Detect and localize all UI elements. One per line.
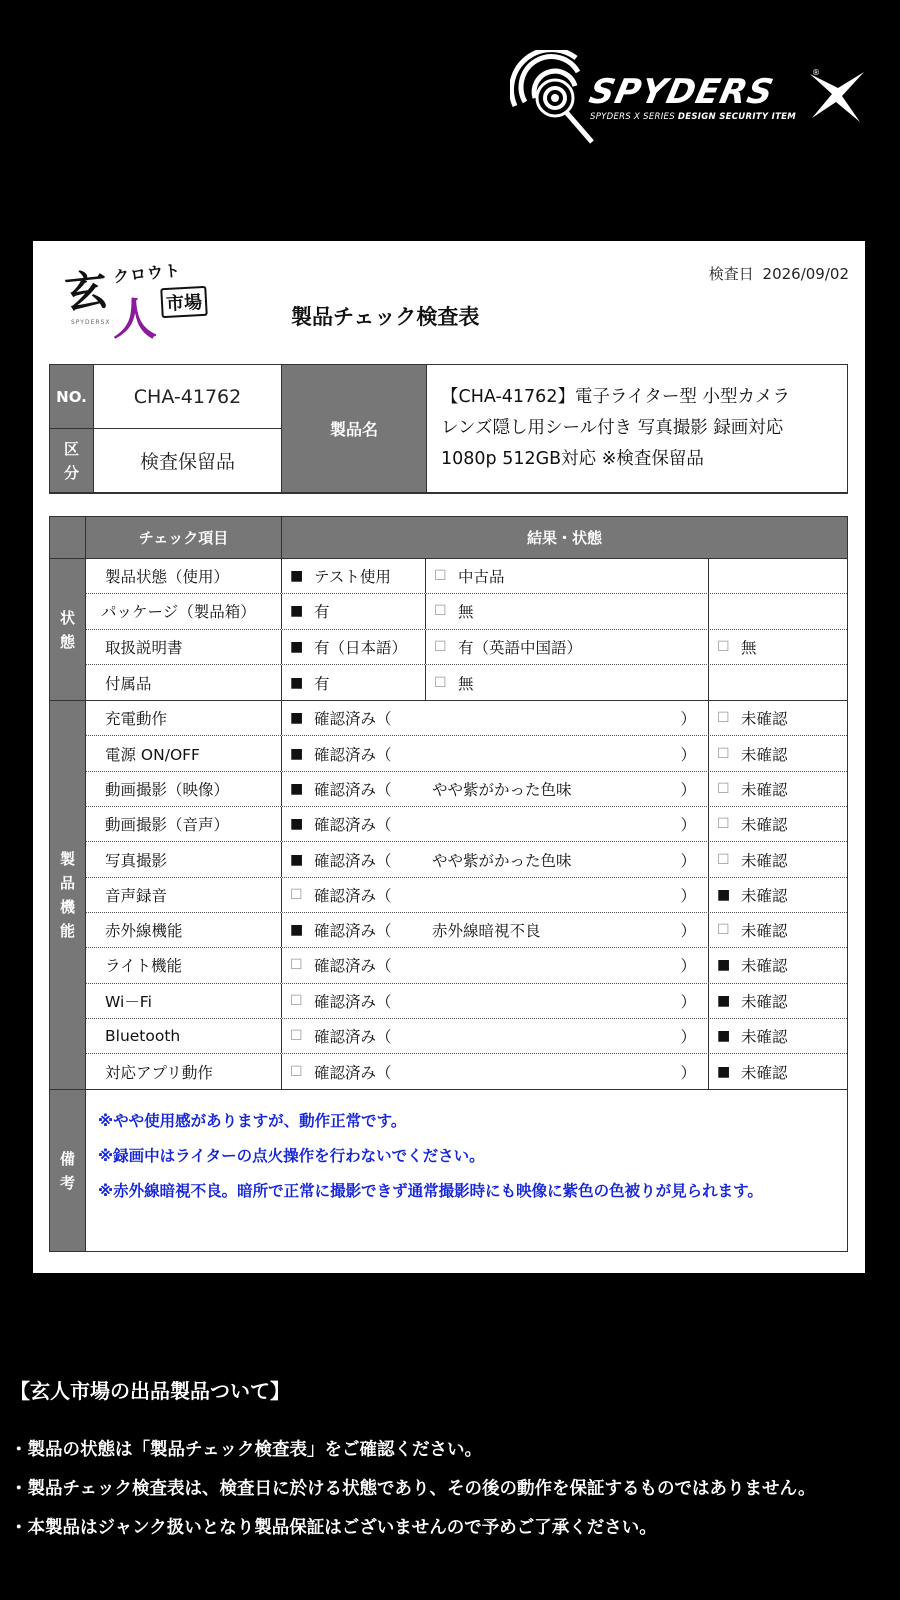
unconfirmed-cell [709, 1054, 847, 1089]
option-label: 有（日本語） [314, 638, 408, 657]
unconfirmed-cell [709, 842, 847, 876]
unconfirmed-cell [709, 948, 847, 982]
logo-gen: 玄 [62, 264, 110, 319]
header-spacer [50, 517, 86, 559]
option-cell-c [709, 594, 847, 628]
sheet-title: 製品チェック検査表 [291, 305, 480, 329]
confirmed-label: 確認済み（ [314, 957, 392, 976]
unconfirmed-cell [709, 913, 847, 947]
logo-kuroto: クロウト [112, 260, 182, 287]
option-label: テスト使用 [314, 568, 391, 587]
confirmed-cell [282, 948, 709, 982]
check-item-cell [86, 913, 282, 947]
unconfirmed-cell [709, 772, 847, 806]
unconfirmed-cell [709, 736, 847, 770]
kubun-label-2: 分 [63, 463, 79, 482]
function-row [86, 807, 847, 842]
confirmed-cell [282, 807, 709, 841]
function-row [86, 1019, 847, 1054]
check-item-label: 音声録音 [105, 886, 168, 905]
option-label: 有（英語中国語） [458, 638, 583, 657]
check-item-label: 付属品 [105, 674, 152, 693]
inspection-sheet [33, 241, 865, 1273]
confirmed-label: 確認済み（ [314, 922, 392, 941]
product-name-line-2: レンズ隠し用シール付き 写真撮影 録画対応 [441, 418, 784, 438]
option-cell-a [282, 665, 426, 700]
checked-box-icon: ■ [290, 745, 304, 762]
option-cell-b [426, 630, 709, 664]
unconfirmed-cell [709, 878, 847, 912]
unconfirmed-label: 未確認 [741, 1028, 788, 1046]
kubun-value: 検査保留品 [94, 429, 282, 493]
close-paren: ） [680, 992, 696, 1011]
function-row [86, 948, 847, 983]
close-paren: ） [680, 922, 696, 941]
confirmed-label: 確認済み（ [314, 886, 392, 905]
unconfirmed-label: 未確認 [741, 710, 788, 729]
note-line: ※録画中はライターの点火操作を行わないでください。 [98, 1147, 485, 1166]
status-section [50, 559, 847, 701]
check-item-cell [86, 559, 282, 593]
function-row [86, 984, 847, 1019]
brand-tagline-series: SPYDERS X SERIES [590, 112, 675, 122]
product-name-line-3: 1080p 512GB対応 ※検査保留品 [441, 449, 704, 469]
unchecked-box-icon: ☐ [290, 992, 303, 1009]
close-paren: ） [680, 886, 696, 905]
confirmed-cell [282, 736, 709, 770]
notes-section-label [50, 1090, 86, 1251]
unconfirmed-label: 未確認 [741, 780, 788, 799]
brand-x-icon [806, 66, 866, 126]
status-row [86, 594, 847, 629]
check-table-header [50, 517, 847, 559]
option-label: 中古品 [458, 568, 505, 587]
note-line: ※赤外線暗視不良。暗所で正常に撮影できず通常撮影時にも映像に紫色の色被りが見られます。 [98, 1182, 763, 1201]
unchecked-box-icon: ☐ [434, 638, 447, 655]
check-item-label: 充電動作 [105, 710, 168, 729]
checked-box-icon: ■ [717, 1063, 731, 1080]
check-item-cell [86, 1019, 282, 1053]
option-cell-b [426, 665, 709, 700]
function-row [86, 772, 847, 807]
footer-item: ・製品チェック検査表は、検査日に於ける状態であり、その後の動作を保証するものではありません。 [10, 1479, 816, 1499]
product-name-cell [427, 365, 847, 493]
footer-list [10, 1431, 816, 1548]
kubun-label-1: 区 [63, 439, 79, 458]
unchecked-box-icon: ☐ [717, 745, 730, 762]
logo-tag: SPYDERSX [71, 319, 111, 326]
footer-info [10, 1375, 816, 1548]
confirmed-label: 確認済み（ [314, 780, 392, 799]
confirmed-cell [282, 878, 709, 912]
status-rows [86, 559, 847, 700]
close-paren: ） [680, 957, 696, 976]
status-row [86, 559, 847, 594]
option-cell-b [426, 559, 709, 593]
option-label: 無 [741, 638, 757, 657]
check-item-label: ライト機能 [105, 957, 183, 976]
confirmed-label: 確認済み（ [314, 851, 392, 870]
check-item-cell [86, 701, 282, 735]
footer-heading: 【玄人市場の出品製品ついて】 [10, 1379, 290, 1403]
check-item-label: 写真撮影 [105, 851, 168, 870]
close-paren: ） [680, 780, 696, 799]
unchecked-box-icon: ☐ [290, 1028, 303, 1044]
confirmed-label: 確認済み（ [314, 710, 392, 729]
confirmed-cell [282, 984, 709, 1018]
checked-box-icon: ■ [717, 886, 731, 903]
unconfirmed-label: 未確認 [741, 886, 788, 905]
unchecked-box-icon: ☐ [717, 851, 730, 868]
unconfirmed-label: 未確認 [741, 957, 788, 976]
function-label-char-3: 機 [59, 898, 75, 917]
unconfirmed-label: 未確認 [741, 922, 788, 941]
logo-ichiba: 市場 [160, 286, 208, 318]
check-item-cell [86, 630, 282, 664]
check-item-label: 製品状態（使用） [105, 568, 230, 587]
confirmed-note: やや紫がかった色味 [432, 851, 572, 870]
unchecked-box-icon: ☐ [717, 710, 730, 727]
function-rows [86, 701, 847, 1089]
check-item-cell [86, 948, 282, 982]
function-row [86, 1054, 847, 1089]
no-label: NO. [50, 365, 94, 429]
unchecked-box-icon: ☐ [434, 568, 447, 585]
status-row [86, 665, 847, 700]
product-name-line-1: 【CHA-41762】電子ライター型 小型カメラ [441, 387, 790, 407]
check-item-label: 対応アプリ動作 [105, 1063, 213, 1082]
status-label-char-1: 状 [59, 608, 75, 627]
product-name-label: 製品名 [282, 365, 427, 493]
close-paren: ） [680, 816, 696, 835]
spyders-emblem-icon [510, 50, 600, 150]
spyders-logo [510, 50, 870, 150]
check-item-cell [86, 772, 282, 806]
check-item-cell [86, 736, 282, 770]
function-row [86, 701, 847, 736]
check-item-label: 電源 ON/OFF [105, 745, 200, 764]
status-label-char-2: 態 [59, 632, 75, 651]
unchecked-box-icon: ☐ [434, 674, 447, 691]
unconfirmed-label: 未確認 [741, 1063, 788, 1082]
checked-box-icon: ■ [290, 816, 304, 833]
col-result: 結果・状態 [282, 517, 847, 559]
close-paren: ） [680, 710, 696, 729]
checked-box-icon: ■ [290, 851, 304, 868]
function-label-char-1: 製 [59, 850, 75, 869]
unconfirmed-cell [709, 984, 847, 1018]
unchecked-box-icon: ☐ [717, 816, 730, 833]
check-item-label: パッケージ（製品箱） [101, 603, 256, 622]
confirmed-cell [282, 1019, 709, 1053]
unchecked-box-icon: ☐ [717, 780, 730, 797]
close-paren: ） [680, 1028, 696, 1046]
checked-box-icon: ■ [290, 710, 304, 727]
check-item-label: 取扱説明書 [105, 638, 183, 657]
brand-reg-mark: ® [812, 68, 820, 77]
notes-body [86, 1090, 847, 1251]
confirmed-label: 確認済み（ [314, 745, 392, 764]
function-section-label [50, 701, 86, 1089]
check-table [49, 516, 848, 1252]
option-label: 有 [314, 603, 330, 622]
option-cell-a [282, 559, 426, 593]
confirmed-cell [282, 772, 709, 806]
brand-name: SPYDERS [585, 72, 778, 112]
option-cell-c [709, 559, 847, 593]
check-item-cell [86, 807, 282, 841]
function-row [86, 736, 847, 771]
footer-item: ・製品の状態は「製品チェック検査表」をご確認ください。 [10, 1440, 482, 1460]
check-item-label: Bluetooth [105, 1027, 181, 1045]
unconfirmed-label: 未確認 [741, 992, 788, 1011]
unchecked-box-icon: ☐ [434, 603, 447, 620]
unconfirmed-cell [709, 1019, 847, 1053]
checked-box-icon: ■ [290, 568, 304, 585]
check-item-label: 動画撮影（映像） [105, 780, 230, 799]
unchecked-box-icon: ☐ [717, 922, 730, 939]
option-label: 無 [458, 603, 474, 622]
option-cell-a [282, 594, 426, 628]
checked-box-icon: ■ [717, 957, 731, 974]
confirmed-label: 確認済み（ [314, 992, 392, 1011]
option-cell-c [709, 665, 847, 700]
inspection-date-label: 検査日 [708, 265, 754, 283]
confirmed-cell [282, 1054, 709, 1089]
option-cell-c [709, 630, 847, 664]
function-label-char-4: 能 [59, 922, 75, 941]
notes-section [50, 1090, 847, 1251]
close-paren: ） [680, 851, 696, 870]
check-item-cell [86, 878, 282, 912]
checked-box-icon: ■ [290, 674, 304, 691]
confirmed-label: 確認済み（ [314, 1063, 392, 1082]
function-row [86, 913, 847, 948]
checked-box-icon: ■ [290, 780, 304, 797]
function-row [86, 842, 847, 877]
option-label: 無 [458, 674, 474, 693]
check-item-cell [86, 842, 282, 876]
check-item-label: 赤外線機能 [105, 922, 183, 941]
unchecked-box-icon: ☐ [290, 957, 303, 974]
check-item-cell [86, 984, 282, 1018]
unconfirmed-cell [709, 807, 847, 841]
unchecked-box-icon: ☐ [717, 638, 730, 655]
inspection-date-value: 2026/09/02 [762, 265, 849, 283]
no-value: CHA-41762 [94, 365, 282, 429]
status-row [86, 630, 847, 665]
footer-item: ・本製品はジャンク扱いとなり製品保証はございませんので予めご了承ください。 [10, 1518, 657, 1538]
market-logo [62, 257, 233, 345]
unconfirmed-cell [709, 701, 847, 735]
option-label: 有 [314, 674, 330, 693]
checked-box-icon: ■ [290, 603, 304, 620]
notes-label-char-1: 備 [59, 1149, 75, 1168]
logo-jin: 人 [113, 294, 157, 345]
function-section [50, 701, 847, 1090]
kubun-label [50, 429, 94, 493]
check-item-cell [86, 665, 282, 700]
unconfirmed-label: 未確認 [741, 816, 788, 835]
brand-tagline [590, 112, 796, 122]
unchecked-box-icon: ☐ [290, 1063, 303, 1080]
confirmed-note: 赤外線暗視不良 [432, 922, 541, 941]
inspection-date [709, 263, 849, 284]
status-section-label [50, 559, 86, 700]
check-item-cell [86, 1054, 282, 1089]
product-header-table [49, 364, 848, 494]
check-item-label: Wi－Fi [105, 992, 152, 1011]
checked-box-icon: ■ [290, 922, 304, 939]
option-cell-b [426, 594, 709, 628]
confirmed-cell [282, 913, 709, 947]
close-paren: ） [680, 1063, 696, 1082]
confirmed-label: 確認済み（ [314, 1028, 392, 1046]
close-paren: ） [680, 745, 696, 764]
unconfirmed-label: 未確認 [741, 745, 788, 764]
col-check-item: チェック項目 [86, 517, 282, 559]
check-item-label: 動画撮影（音声） [105, 816, 230, 835]
function-row [86, 878, 847, 913]
unchecked-box-icon: ☐ [290, 886, 303, 903]
function-label-char-2: 品 [59, 874, 75, 893]
checked-box-icon: ■ [717, 992, 731, 1009]
unconfirmed-label: 未確認 [741, 851, 788, 870]
confirmed-cell [282, 842, 709, 876]
checked-box-icon: ■ [717, 1028, 731, 1044]
check-item-cell [86, 594, 282, 628]
notes-label-char-2: 考 [59, 1173, 75, 1192]
confirmed-note: やや紫がかった色味 [432, 780, 572, 799]
confirmed-cell [282, 701, 709, 735]
checked-box-icon: ■ [290, 638, 304, 655]
confirmed-label: 確認済み（ [314, 816, 392, 835]
option-cell-a [282, 630, 426, 664]
note-line: ※やや使用感がありますが、動作正常です。 [98, 1112, 407, 1131]
brand-tagline-item: DESIGN SECURITY ITEM [677, 112, 797, 122]
